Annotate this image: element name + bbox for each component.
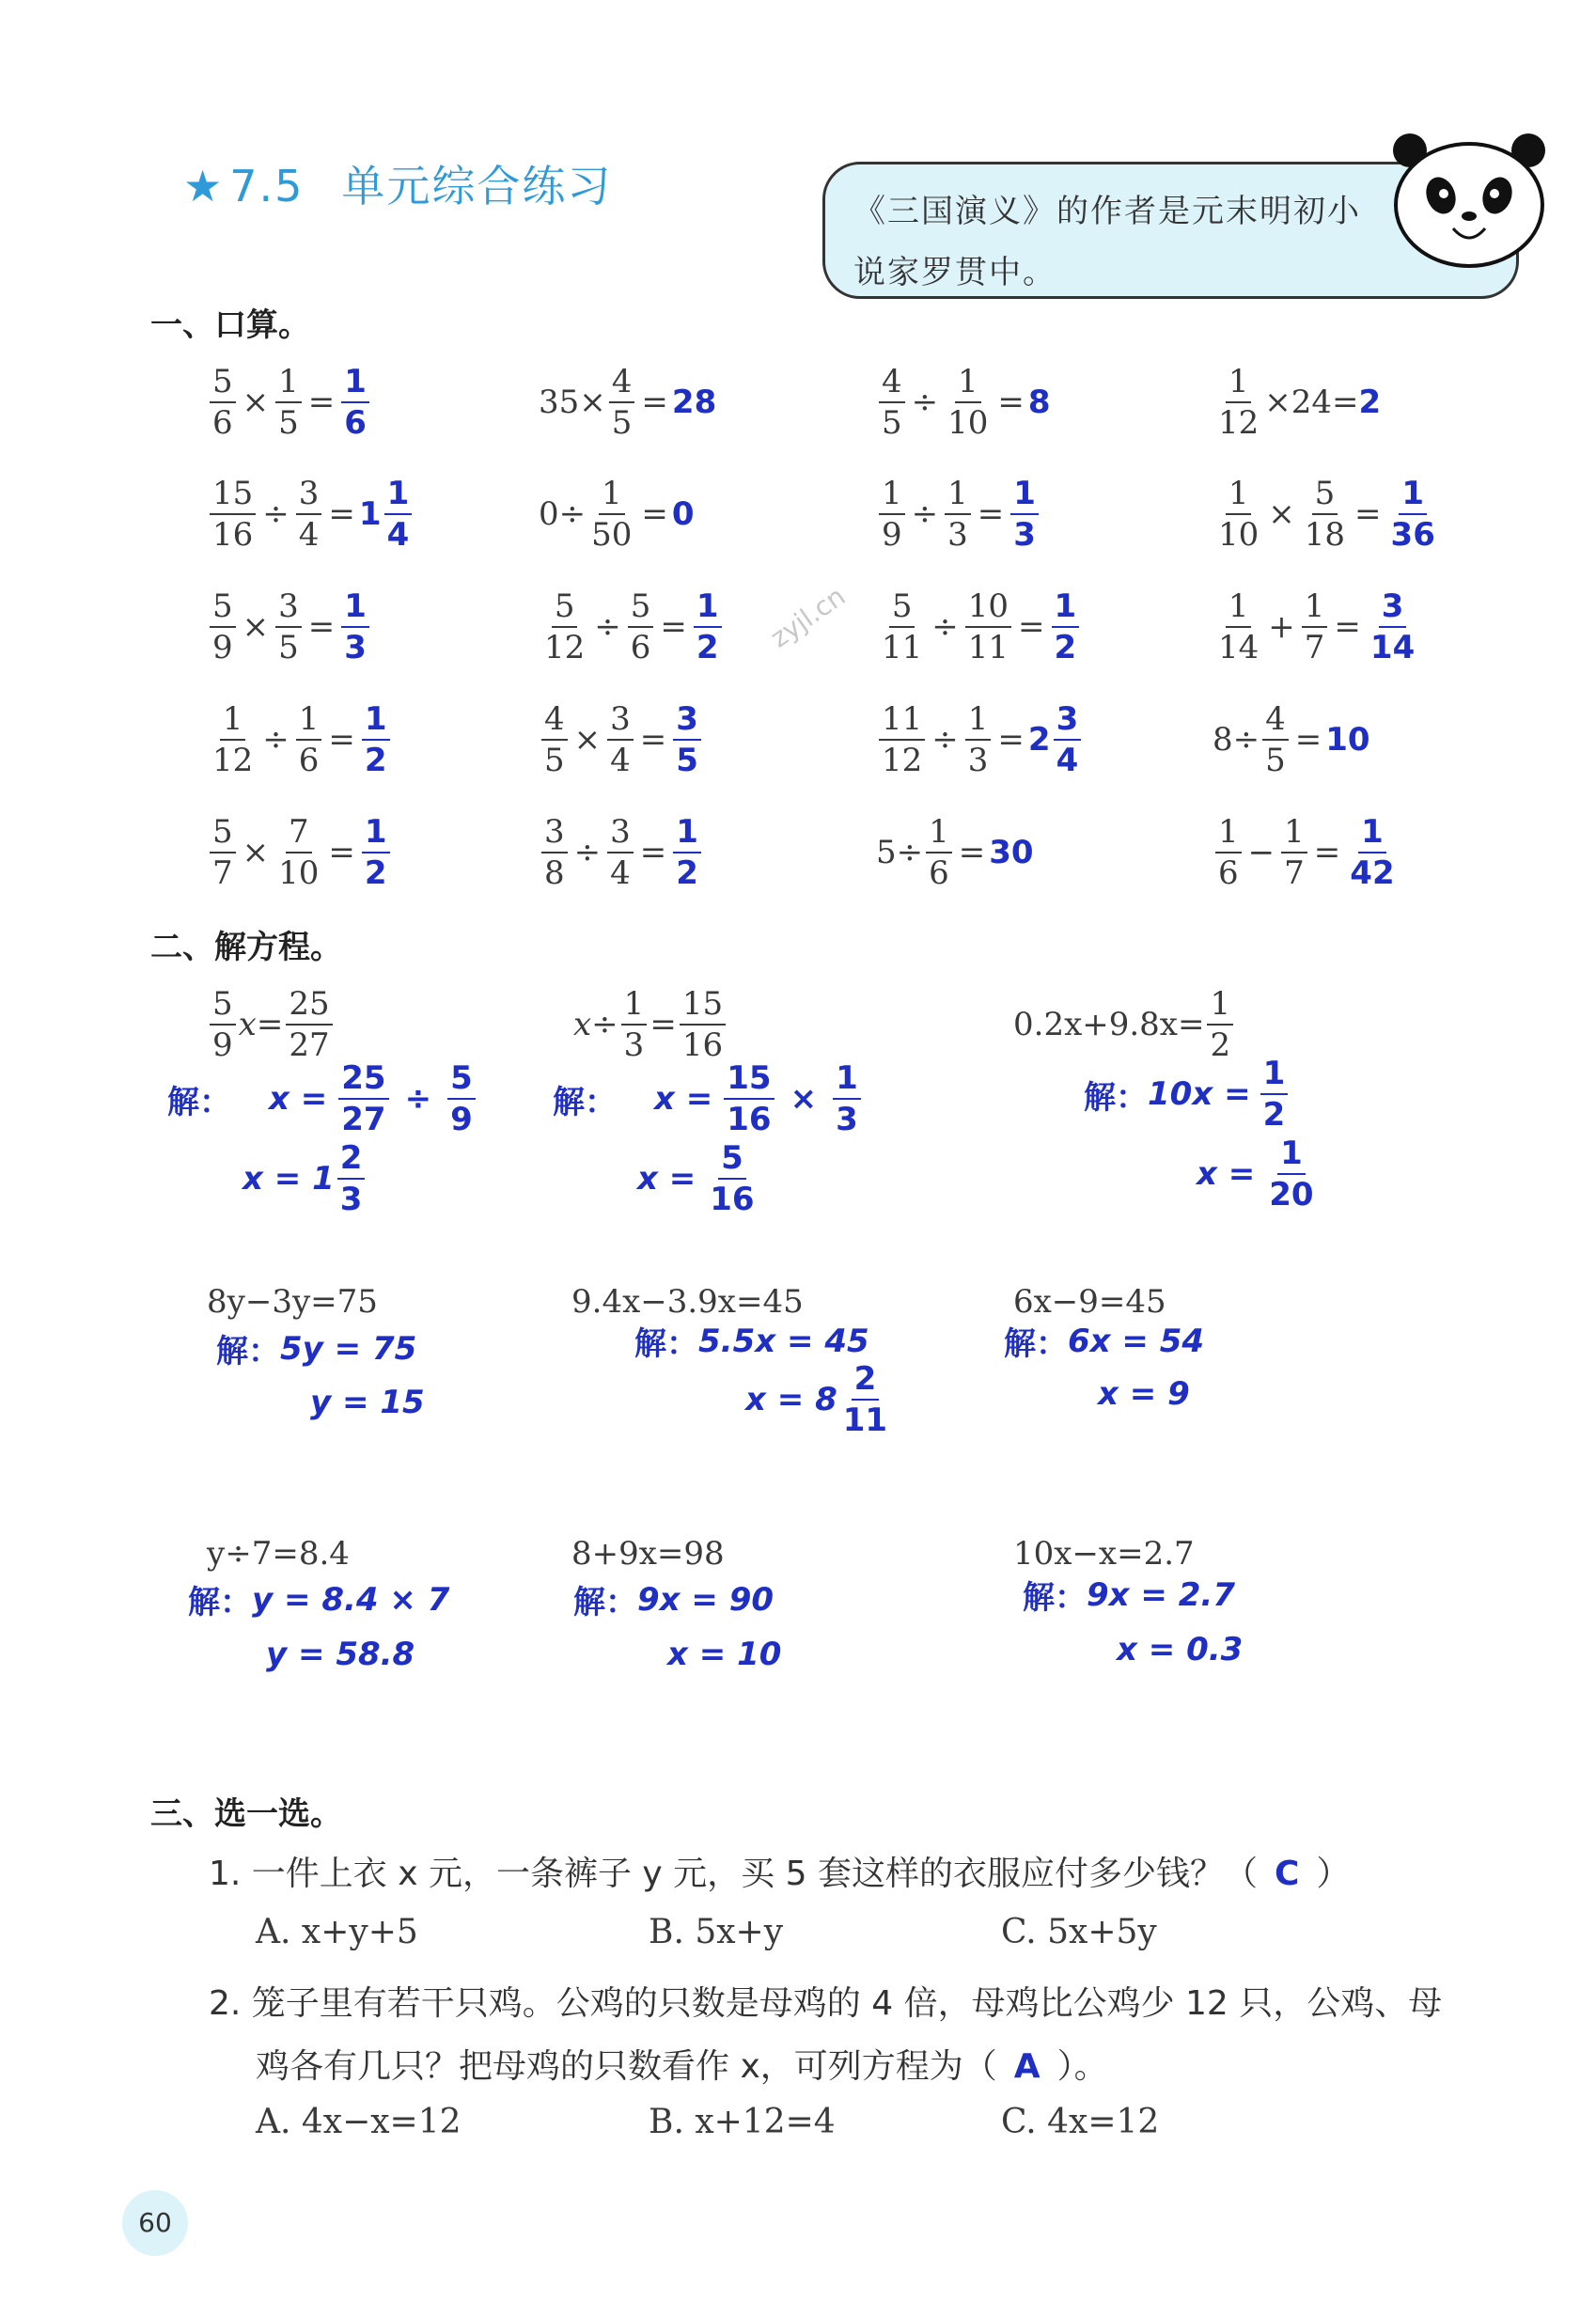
- mental-r5-a: $\frac{5}{7}$ × $\frac{7}{10}$ = $\frac{1}{2}$: [207, 806, 393, 900]
- solution-5-line-1: 解： 5.5x = 45: [634, 1322, 869, 1363]
- question-2-line-1: 2. 笼子里有若干只鸡。公鸡的只数是母鸡的 4 倍，母鸡比公鸡少 12 只，公鸡、母: [209, 1984, 1443, 2023]
- answer: $\frac{1}{2}$: [362, 703, 390, 776]
- mental-r1-b: 35× $\frac{4}{5}$ = 28: [539, 363, 717, 442]
- mental-r4-d: 8÷ $\frac{4}{5}$ = 10: [1213, 700, 1370, 779]
- star-icon: ★: [183, 161, 225, 211]
- mental-r4-b: $\frac{4}{5}$ × $\frac{3}{4}$ = $\frac{3}{5}$: [539, 693, 704, 787]
- page-number: 60: [122, 2190, 188, 2256]
- solution-8-line-2: x = 10: [667, 1636, 782, 1673]
- watermark: zyjl.cn: [764, 580, 852, 654]
- mental-r2-b: 0÷ $\frac{1}{50}$ = 0: [539, 475, 695, 554]
- mental-r2-d: $\frac{1}{10}$ × $\frac{5}{18}$ = $\frac{1}{36}$: [1213, 467, 1441, 561]
- answer: 2: [1358, 384, 1382, 421]
- answer: 0: [671, 495, 695, 533]
- equation-4: 8y−3y=75: [207, 1283, 378, 1321]
- equation-8: 8+9x=98: [571, 1535, 725, 1573]
- answer: A: [1013, 2047, 1041, 2086]
- answer: $\frac{1}{2}$: [362, 816, 390, 889]
- answer: 30: [989, 834, 1034, 871]
- mental-r1-d: $\frac{1}{12}$ ×24= 2: [1218, 363, 1382, 442]
- mental-r2-c: $\frac{1}{9}$ ÷ $\frac{1}{3}$ = $\frac{1}{3}$: [876, 467, 1041, 561]
- mental-r1-a: $\frac{5}{6}$ × $\frac{1}{5}$ = $\frac{1}{6}$: [207, 355, 372, 449]
- mental-r4-c: $\frac{11}{12}$ ÷ $\frac{1}{3}$ = 2 $\frac{3}{4}$: [876, 693, 1084, 787]
- answer: $\frac{1}{6}$: [341, 366, 369, 439]
- answer: C: [1274, 1855, 1300, 1893]
- answer: $\frac{3}{14}$: [1369, 587, 1416, 666]
- mental-r3-a: $\frac{5}{9}$ × $\frac{3}{5}$ = $\frac{1}{3}$: [207, 580, 372, 674]
- mental-r5-d: $\frac{1}{6}$ − $\frac{1}{7}$ = $\frac{1}{42}$: [1213, 806, 1400, 900]
- q1-option-b: B. 5x+y: [649, 1913, 784, 1951]
- page-title: [183, 152, 612, 214]
- answer: 28: [671, 384, 717, 421]
- equation-1: $\frac{5}{9}$ x= $\frac{25}{27}$: [207, 978, 336, 1072]
- panda-icon: [1389, 130, 1549, 271]
- answer: $\frac{1}{3}$: [341, 590, 369, 664]
- equation-2: x÷ $\frac{1}{3}$ = $\frac{15}{16}$: [573, 978, 728, 1072]
- solution-4-line-1: 解： 5y = 75: [216, 1329, 417, 1370]
- mental-r2-a: $\frac{15}{16}$ ÷ $\frac{3}{4}$ = 1 $\frac{1}{4}$: [207, 467, 415, 561]
- answer: 2 $\frac{3}{4}$: [1028, 703, 1084, 776]
- question-2-line-2: 鸡各有几只？把母鸡的只数看作 x，可列方程为（ A ）。: [256, 2047, 1108, 2086]
- equation-7: y÷7=8.4: [207, 1535, 350, 1573]
- solution-7-line-2: y = 58.8: [266, 1636, 415, 1673]
- solution-2-line-1: 解： x = $\frac{15}{16}$ × $\frac{1}{3}$: [553, 1062, 864, 1135]
- answer: $\frac{1}{3}$: [1010, 478, 1039, 551]
- equation-6: 6x−9=45: [1013, 1283, 1166, 1321]
- q1-option-a: A. x+y+5: [256, 1913, 418, 1951]
- answer: $\frac{1}{2}$: [1052, 590, 1080, 664]
- mental-r3-d: $\frac{1}{14}$ + $\frac{1}{7}$ = $\frac{3}{14}$: [1213, 580, 1420, 674]
- answer: $\frac{1}{2}$: [673, 816, 701, 889]
- equation-3: 0.2x+9.8x= $\frac{1}{2}$: [1013, 978, 1236, 1072]
- bubble-text: 《三国演义》的作者是元末明初小说家罗贯中。: [853, 193, 1361, 291]
- equation-5: 9.4x−3.9x=45: [571, 1283, 804, 1321]
- solution-5-line-2: x = 8 $\frac{2}{11}$: [745, 1360, 888, 1439]
- answer: 10: [1325, 721, 1370, 759]
- q2-option-a: A. 4x−x=12: [256, 2103, 462, 2141]
- solution-3-line-1: 解： 10x = $\frac{1}{2}$: [1084, 1057, 1291, 1131]
- solution-1-line-1: 解： x = $\frac{25}{27}$ ÷ $\frac{5}{9}$: [167, 1062, 478, 1135]
- solution-2-line-2: x = $\frac{5}{16}$: [637, 1139, 755, 1218]
- solution-9-line-1: 解： 9x = 2.7: [1023, 1575, 1235, 1617]
- q1-option-c: C. 5x+5y: [1001, 1913, 1157, 1951]
- q2-option-b: B. x+12=4: [649, 2103, 836, 2141]
- solution-7-line-1: 解： y = 8.4 × 7: [188, 1580, 450, 1621]
- answer: $\frac{1}{2}$: [694, 590, 722, 664]
- solution-8-line-1: 解： 9x = 90: [573, 1580, 775, 1621]
- mental-r5-b: $\frac{3}{8}$ ÷ $\frac{3}{4}$ = $\frac{1}{2}$: [539, 806, 704, 900]
- section-heading-1: 一、口算。: [150, 306, 310, 344]
- solution-6-line-2: x = 9: [1098, 1375, 1190, 1413]
- answer: $\frac{1}{42}$: [1350, 813, 1395, 892]
- solution-6-line-1: 解： 6x = 54: [1004, 1322, 1205, 1363]
- solution-3-line-2: x = $\frac{1}{20}$: [1197, 1135, 1314, 1214]
- question-1: 1. 一件上衣 x 元，一条裤子 y 元，买 5 套这样的衣服应付多少钱？（ C ）: [209, 1855, 1351, 1893]
- mental-r3-b: $\frac{5}{12}$ ÷ $\frac{5}{6}$ = $\frac{1}{2}$: [539, 580, 725, 674]
- answer: $\frac{1}{36}$: [1390, 475, 1435, 554]
- mental-r3-c: $\frac{5}{11}$ ÷ $\frac{10}{11}$ = $\frac{1}{2}$: [876, 580, 1082, 674]
- section-heading-2: 二、解方程。: [150, 929, 342, 966]
- mental-r5-c: 5÷ $\frac{1}{6}$ = 30: [876, 813, 1034, 892]
- solution-1-line-2: x = 1 $\frac{2}{3}$: [243, 1142, 368, 1215]
- answer: 8: [1027, 384, 1051, 421]
- answer: $\frac{3}{5}$: [673, 703, 701, 776]
- equation-9: 10x−x=2.7: [1013, 1535, 1195, 1573]
- mental-r1-c: $\frac{4}{5}$ ÷ $\frac{1}{10}$ = 8: [876, 355, 1051, 449]
- q2-option-c: C. 4x=12: [1001, 2103, 1160, 2141]
- mental-r4-a: $\frac{1}{12}$ ÷ $\frac{1}{6}$ = $\frac{1}{2}$: [207, 693, 393, 787]
- section-heading-3: 三、选一选。: [150, 1795, 342, 1833]
- section-number: 7.5: [229, 161, 305, 211]
- title-text: 单元综合练习: [341, 161, 613, 211]
- solution-9-line-2: x = 0.3: [1117, 1631, 1244, 1668]
- solution-4-line-2: y = 15: [310, 1384, 425, 1421]
- answer: 1 $\frac{1}{4}$: [359, 478, 415, 551]
